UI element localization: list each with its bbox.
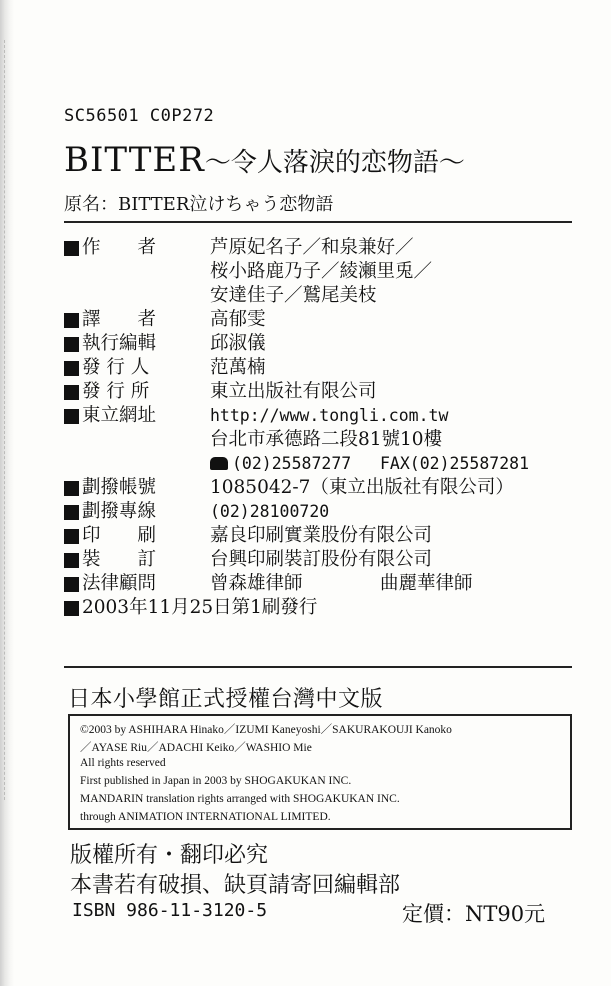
- isbn: ISBN 986-11-3120-5: [72, 900, 268, 921]
- bullet-square: [64, 361, 79, 376]
- book-title: [64, 140, 465, 180]
- credit-value: 台興印刷裝訂股份有限公司: [210, 549, 433, 570]
- rights-reserved: 版權所有・翻印必究: [70, 843, 269, 868]
- divider-bottom: [64, 666, 572, 668]
- bullet-square: [64, 241, 79, 256]
- credit-row-publishing-house: [64, 380, 584, 404]
- copyright-line: First published in Japan in 2003 by SHOGAKUKAN INC.: [80, 775, 352, 787]
- credit-row-date: [64, 596, 584, 620]
- credit-value: 桜小路鹿乃子／綾瀬里兎／: [210, 261, 433, 282]
- fax-number: FAX(02)25587281: [380, 454, 530, 473]
- copyright-line: ©2003 by ASHIHARA Hinako／IZUMI Kaneyoshi／SAKURAKOUJI Kanoko: [80, 724, 452, 736]
- credit-row-legal: [64, 572, 584, 596]
- credit-label: 裝 訂: [82, 549, 157, 570]
- credit-label: 譯 者: [82, 309, 157, 330]
- edition-statement: 日本小學館正式授權台灣中文版: [68, 687, 384, 712]
- telephone-icon: [210, 457, 228, 470]
- credit-row-author: [64, 236, 584, 260]
- divider-top: [64, 221, 572, 223]
- credit-value: 邱淑儀: [210, 333, 266, 354]
- credit-value: 1085042-7（東立出版社有限公司）: [210, 477, 514, 498]
- credit-row-translator: [64, 308, 584, 332]
- copyright-line: through ANIMATION INTERNATIONAL LIMITED.: [80, 811, 331, 823]
- credit-value: 高郁雯: [210, 309, 266, 330]
- credit-row-postal-account: [64, 476, 584, 500]
- original-title: 原名：BITTER泣けちゃう恋物語: [64, 194, 334, 215]
- publish-date: 2003年11月25日第1刷發行: [82, 597, 318, 618]
- page-edge: [0, 0, 14, 986]
- address: 台北市承德路二段81號10樓: [210, 429, 443, 450]
- credit-label: 發 行 所: [82, 381, 150, 402]
- credit-row-postal-line: [64, 500, 584, 524]
- binding-edge: [4, 40, 7, 800]
- bullet-square: [64, 337, 79, 352]
- credit-row-editor: [64, 332, 584, 356]
- credit-value: 嘉良印刷實業股份有限公司: [210, 525, 433, 546]
- title-sub: ～令人落淚的恋物語～: [204, 148, 465, 178]
- credit-label: 作 者: [82, 237, 157, 258]
- bullet-square: [64, 601, 79, 616]
- copyright-line: All rights reserved: [80, 757, 166, 769]
- credit-value: (02)28100720: [210, 502, 330, 521]
- title-main: BITTER: [64, 140, 205, 180]
- credit-value: 安達佳子／鷲尾美枝: [210, 285, 377, 306]
- credit-value: 曾森雄律師: [210, 573, 303, 594]
- bullet-square: [64, 577, 79, 592]
- credit-row-binding: [64, 548, 584, 572]
- bullet-square: [64, 553, 79, 568]
- bullet-square: [64, 409, 79, 424]
- credit-row-publisher: [64, 356, 584, 380]
- credit-label: 劃撥帳號: [82, 477, 157, 498]
- credit-label: 發 行 人: [82, 357, 150, 378]
- bullet-square: [64, 505, 79, 520]
- phone-number: (02)25587277: [232, 454, 352, 473]
- credit-value-2: 曲麗華律師: [380, 573, 473, 594]
- credit-label: 印 刷: [82, 525, 157, 546]
- credit-row-address: [64, 428, 584, 452]
- phone-line: [210, 452, 351, 476]
- bullet-square: [64, 481, 79, 496]
- credit-row-phone: [64, 452, 584, 476]
- credit-label: 東立網址: [82, 405, 157, 426]
- credit-value: 范萬楠: [210, 357, 266, 378]
- copyright-box: [68, 714, 572, 830]
- price: 定價：NT90元: [402, 902, 546, 926]
- credit-value: 東立出版社有限公司: [210, 381, 377, 402]
- credits-list: [64, 236, 584, 620]
- credit-row-website: [64, 404, 584, 428]
- credit-label: 執行編輯: [82, 333, 157, 354]
- credit-label: 法律顧問: [82, 573, 157, 594]
- copyright-line: MANDARIN translation rights arranged with SHOGAKUKAN INC.: [80, 793, 400, 805]
- credit-value: 芦原妃名子／和泉兼好／: [210, 237, 414, 258]
- credit-label: 劃撥專線: [82, 501, 157, 522]
- bullet-square: [64, 529, 79, 544]
- credit-row-author-cont: [64, 260, 584, 284]
- credit-row-author-cont: [64, 284, 584, 308]
- bullet-square: [64, 385, 79, 400]
- credit-row-printing: [64, 524, 584, 548]
- product-code: SC56501 C0P272: [64, 106, 215, 126]
- copyright-line: ／AYASE Riu／ADACHI Keiko／WASHIO Mie: [80, 742, 312, 754]
- damaged-notice: 本書若有破損、缺頁請寄回編輯部: [70, 873, 401, 898]
- website-url: http://www.tongli.com.tw: [210, 406, 449, 425]
- bullet-square: [64, 313, 79, 328]
